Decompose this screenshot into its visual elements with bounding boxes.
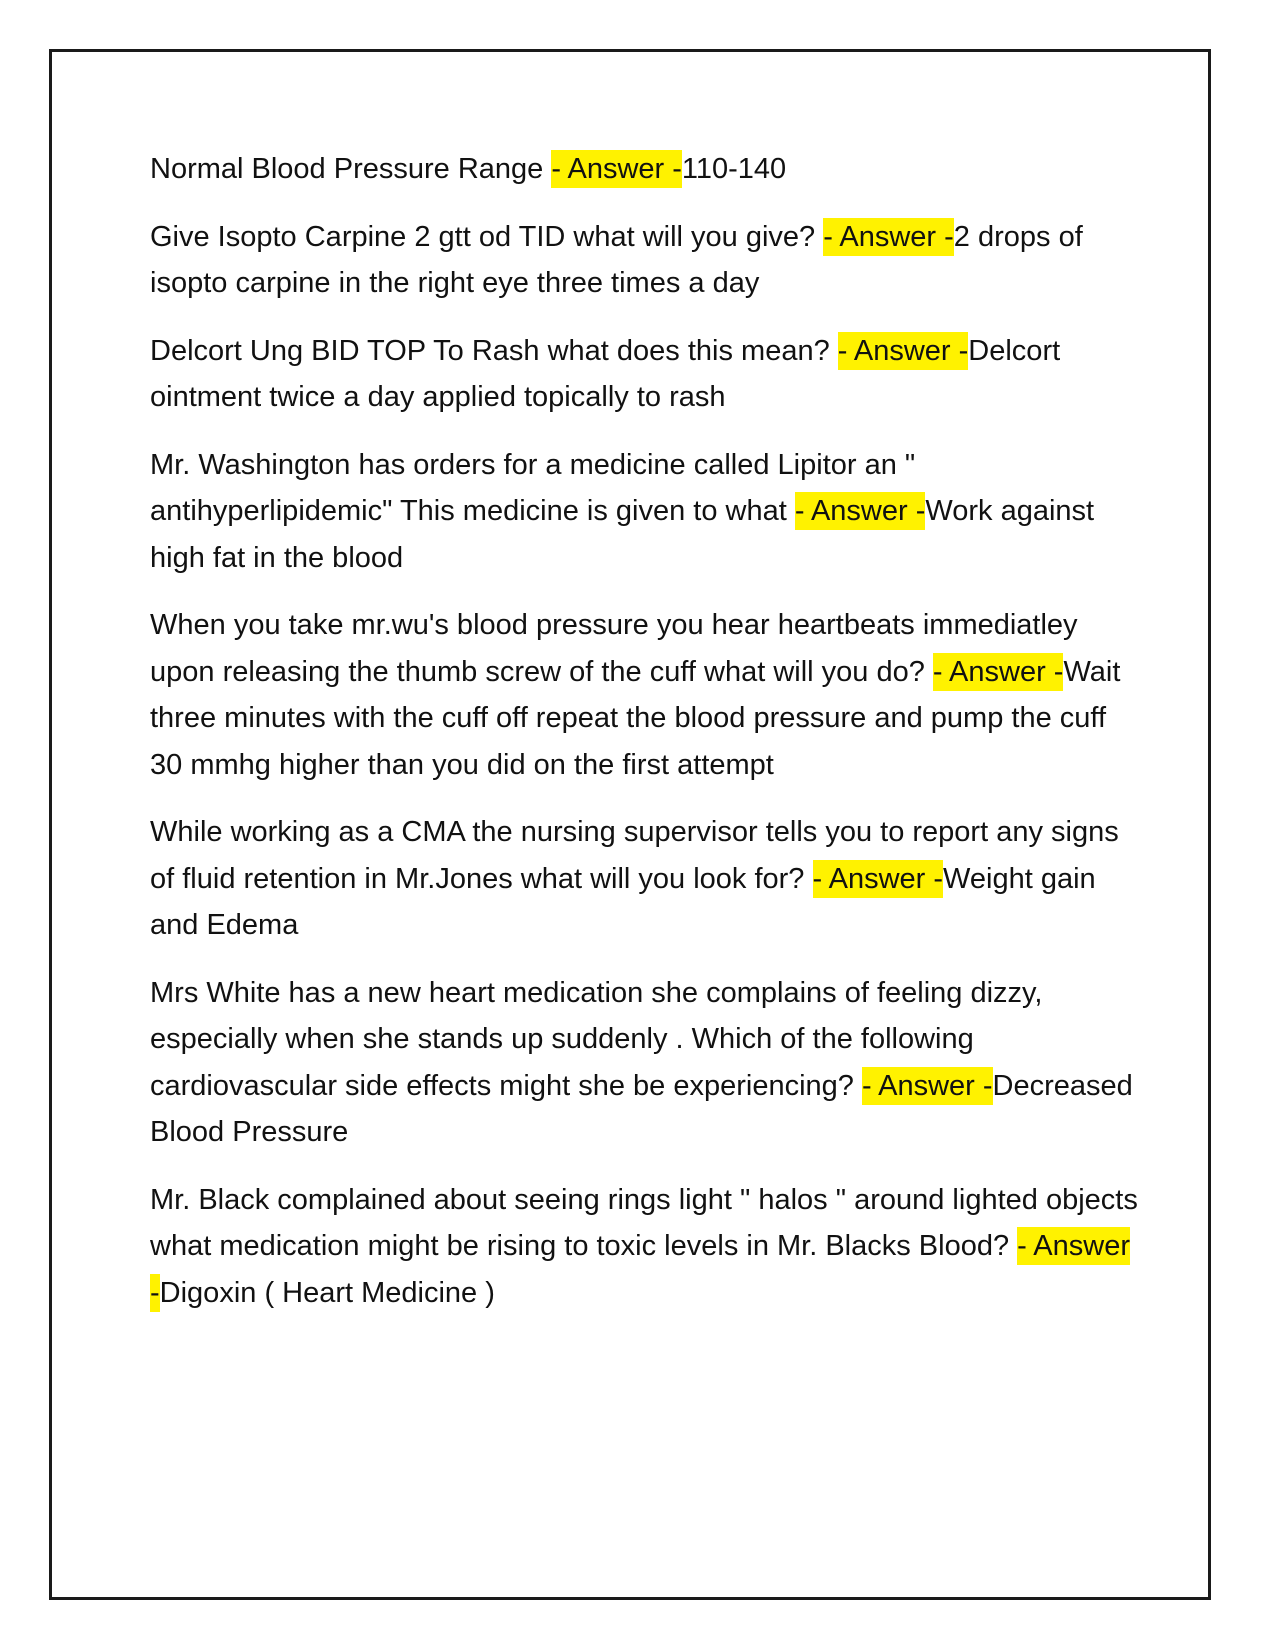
qa-item bbox=[150, 602, 1140, 788]
qa-list bbox=[150, 146, 1140, 1337]
answer-text: 2 drops of isopto carpine in the right eye three times a day bbox=[150, 220, 1083, 299]
answer-text: Weight gain and Edema bbox=[150, 862, 1096, 941]
qa-item bbox=[150, 1177, 1140, 1317]
answer-text: Decreased Blood Pressure bbox=[150, 1069, 1133, 1148]
question-text: Normal Blood Pressure Range bbox=[150, 153, 552, 185]
question-text: Mr. Washington has orders for a medicine called Lipitor an " antihyperlipidemic" This medicine is given to what bbox=[150, 448, 916, 527]
qa-item bbox=[150, 328, 1140, 421]
answer-text: Delcort ointment twice a day applied topically to rash bbox=[150, 334, 1061, 413]
answer-text: Work against high fat in the blood bbox=[150, 495, 1095, 574]
question-text: Delcort Ung BID TOP To Rash what does this mean? bbox=[150, 334, 838, 367]
answer-marker: - Answer - bbox=[551, 150, 682, 188]
question-text: When you take mr.wu's blood pressure you hear heartbeats immediatley upon releasing the thumb screw of the cuff what will you do? bbox=[150, 609, 1078, 688]
answer-marker: - Answer - bbox=[862, 1067, 993, 1105]
question-text: Mrs White has a new heart medication she complains of feeling dizzy, especially when she stands up suddenly . Which of the following cardiovascular side effects might she be experiencing? bbox=[150, 976, 1043, 1102]
question-text: Mr. Black complained about seeing rings light " halos " around lighted objects what medication might be rising to toxic levels in Mr. Blacks Blood? bbox=[150, 1183, 1138, 1262]
answer-text: Wait three minutes with the cuff off repeat the blood pressure and pump the cuff 30 mmhg higher than you did on the first attempt bbox=[150, 655, 1121, 781]
question-text: While working as a CMA the nursing supervisor tells you to report any signs of fluid retention in Mr.Jones what will you look for? bbox=[150, 816, 1119, 895]
qa-item bbox=[150, 809, 1140, 949]
answer-text: 110-140 bbox=[681, 153, 787, 185]
qa-item bbox=[150, 214, 1140, 307]
qa-item bbox=[150, 146, 1140, 193]
answer-marker: - Answer - bbox=[150, 1227, 1130, 1312]
answer-marker: - Answer - bbox=[795, 492, 926, 530]
qa-item bbox=[150, 970, 1140, 1156]
answer-marker: - Answer - bbox=[933, 653, 1064, 691]
qa-item bbox=[150, 442, 1140, 582]
answer-marker: - Answer - bbox=[838, 332, 969, 370]
answer-marker: - Answer - bbox=[823, 218, 954, 256]
answer-marker: - Answer - bbox=[813, 860, 944, 898]
question-text: Give Isopto Carpine 2 gtt od TID what will you give? bbox=[150, 220, 824, 253]
answer-text: Digoxin ( Heart Medicine ) bbox=[159, 1276, 495, 1309]
